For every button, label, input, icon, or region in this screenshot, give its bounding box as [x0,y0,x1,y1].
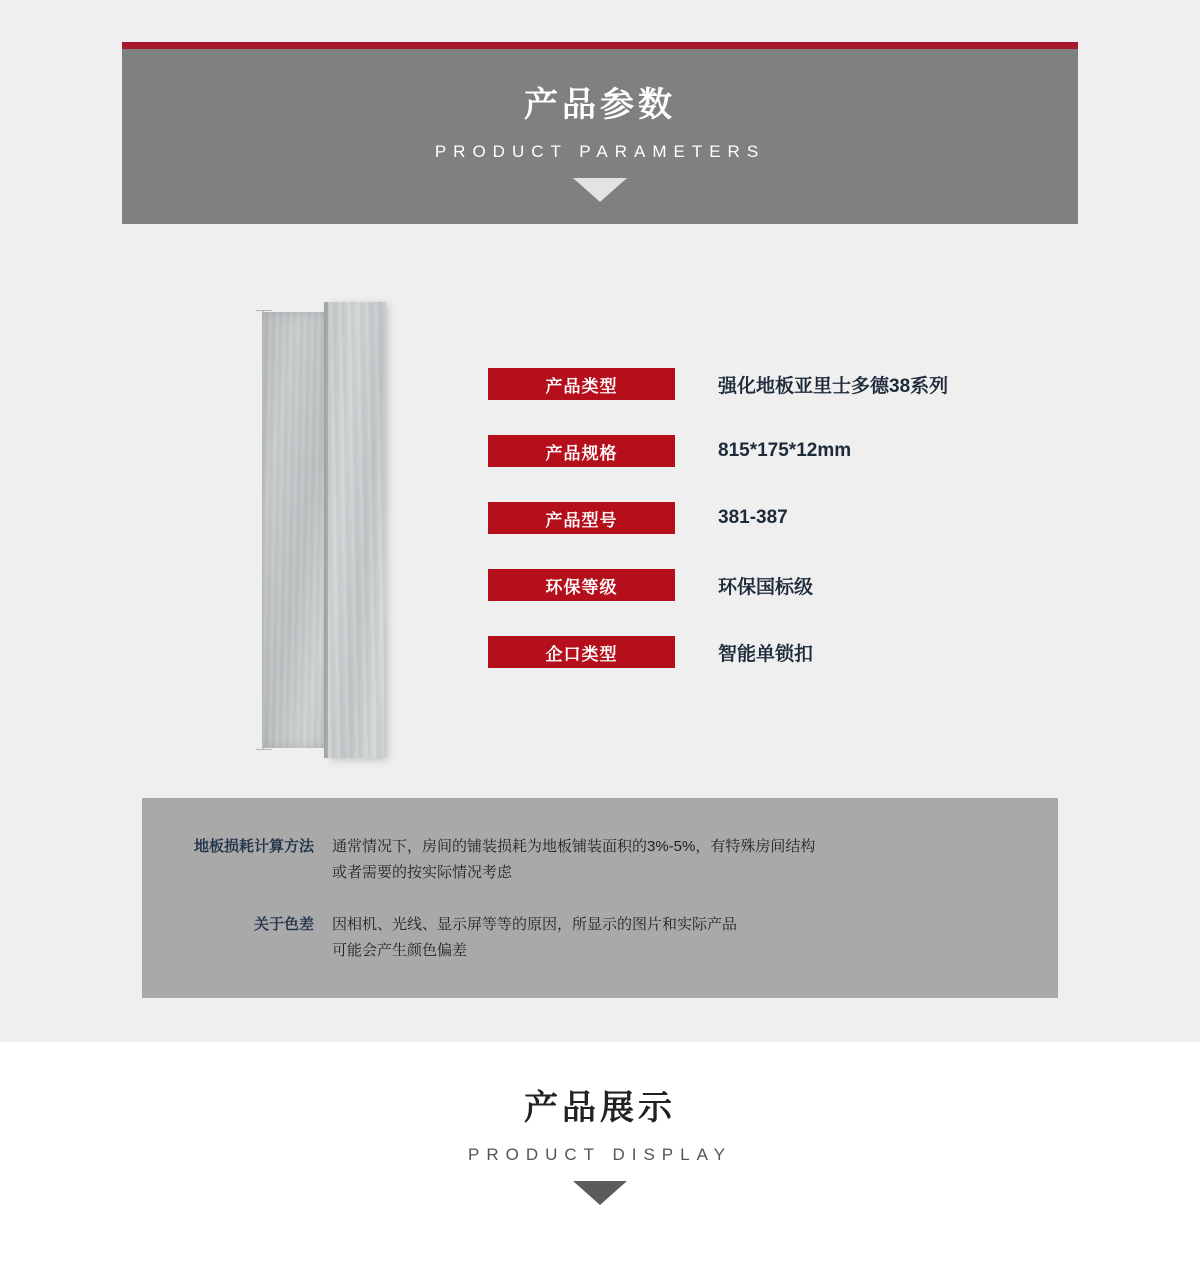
spec-value-product-type: 强化地板亚里士多德38系列 [718,375,949,397]
plank-back-board [262,312,332,748]
spec-value-joint-type: 智能单锁扣 [718,643,814,665]
params-subtitle: PRODUCT PARAMETERS [434,142,766,162]
spec-label-product-type: 产品类型 [488,368,675,400]
note-line-2: 或者需要的按实际情况考虑 [332,864,513,881]
plank-front-board [328,302,386,758]
notes-panel [142,798,1058,998]
spec-label-product-size: 产品规格 [488,435,675,467]
display-title: 产品展示 [524,1089,676,1127]
product-plank-image [240,300,460,760]
note-key-color-difference: 关于色差 [253,916,314,933]
product-parameters-banner [122,42,1078,224]
spec-row [488,435,1068,467]
spec-row [488,502,1068,534]
spec-label-product-model: 产品型号 [488,502,675,534]
note-line-2: 可能会产生颜色偏差 [332,942,468,959]
note-key-waste-calculation: 地板损耗计算方法 [193,838,314,855]
note-row-color-difference [142,912,1058,964]
spec-row [488,368,1068,400]
spec-label-joint-type: 企口类型 [488,636,675,668]
spec-row [488,569,1068,601]
note-line-1: 因相机、光线、显示屏等等的原因，所显示的图片和实际产品 [332,916,738,933]
caret-down-icon [573,178,627,202]
spec-label-eco-grade: 环保等级 [488,569,675,601]
product-display-banner [0,1042,1200,1265]
specification-list [488,368,1068,703]
caret-down-icon [573,1181,627,1205]
note-text-waste-calculation [332,834,815,886]
measure-cap-bottom [256,749,272,750]
spec-value-product-size: 815*175*12mm [718,440,852,461]
note-row-waste-calculation [142,834,1058,886]
spec-row [488,636,1068,668]
measure-cap-top [256,310,272,311]
display-subtitle: PRODUCT DISPLAY [467,1145,733,1165]
spec-value-eco-grade: 环保国标级 [718,576,814,598]
note-text-color-difference [332,912,737,964]
spec-value-product-model: 381-387 [718,507,788,528]
note-line-1: 通常情况下，房间的铺装损耗为地板铺装面积的3%-5%，有特殊房间结构 [332,838,816,855]
params-title: 产品参数 [524,86,676,124]
